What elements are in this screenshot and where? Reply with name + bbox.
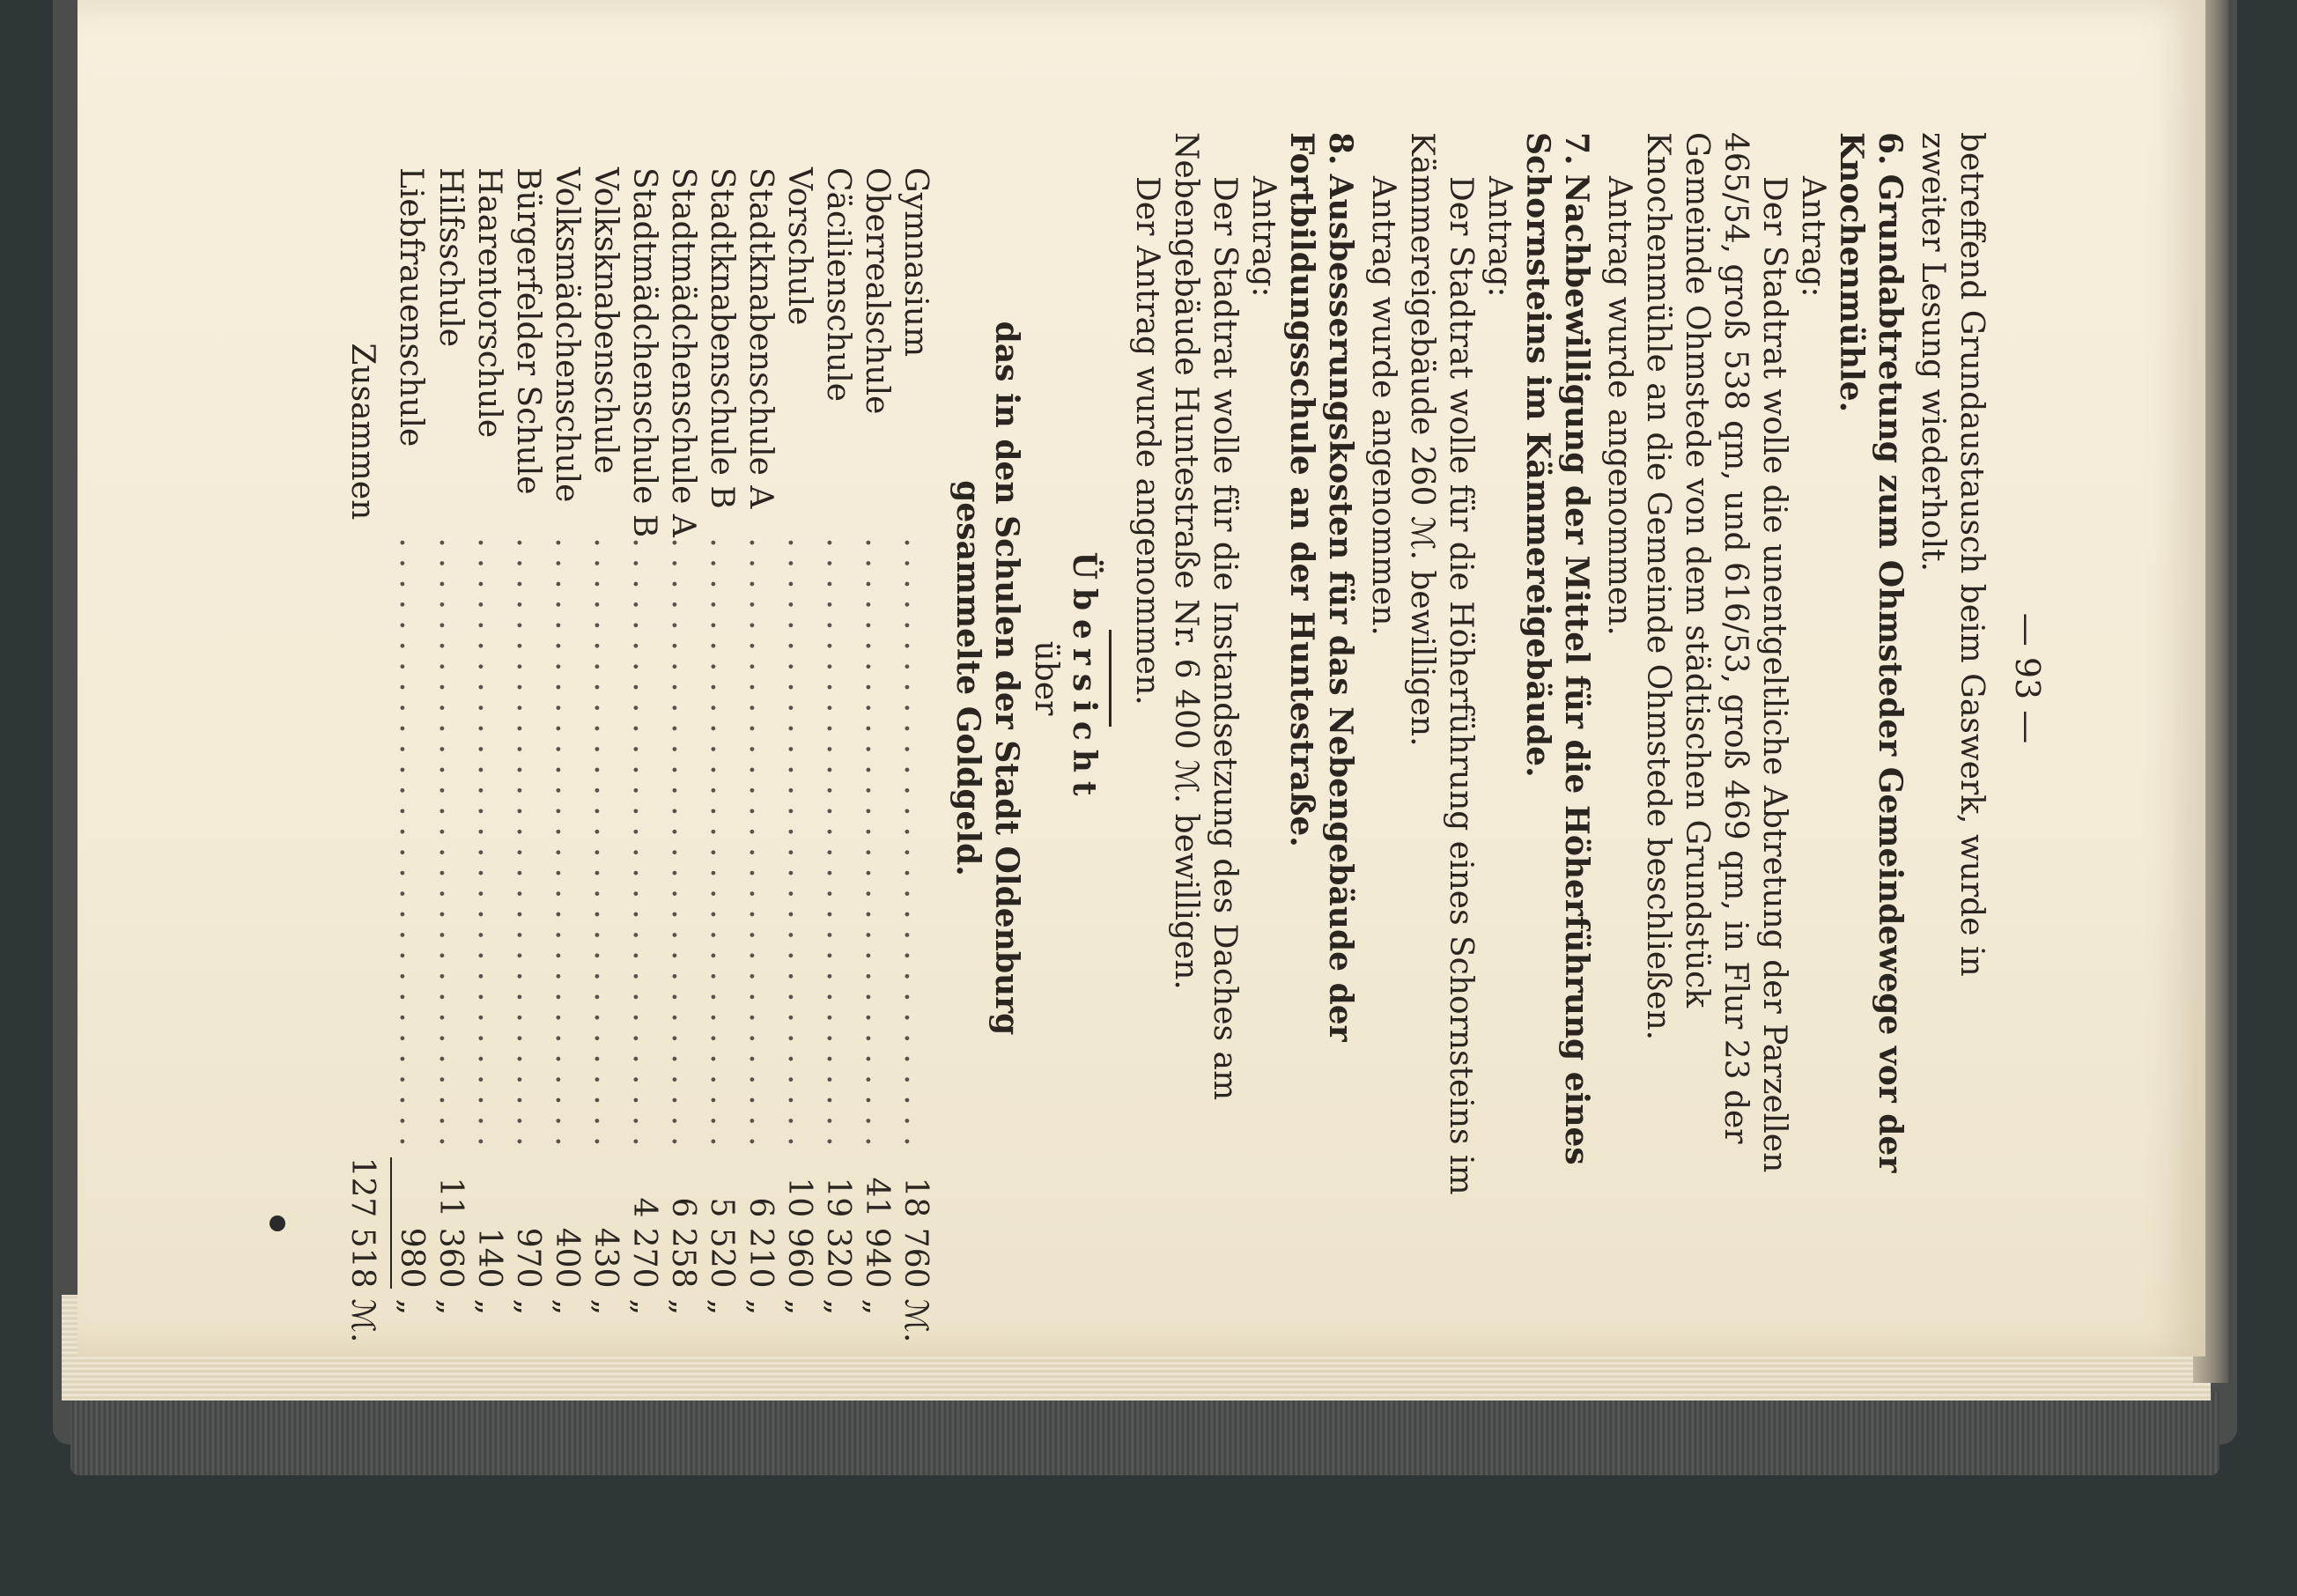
book-page <box>78 0 2205 1356</box>
intro-line: zweiter Lesung wiederholt. <box>1915 132 1951 573</box>
antrag-result: Antrag wurde angenommen. <box>1601 176 1637 636</box>
amount-value: 400 <box>549 1227 585 1289</box>
table-row <box>741 167 779 1342</box>
table-row <box>702 167 741 1342</box>
antrag-result: Der Antrag wurde angenommen. <box>1129 176 1165 706</box>
amount-unit: ℳ. <box>897 1298 934 1343</box>
amount-value: 6 210 <box>742 1197 779 1289</box>
table-row <box>469 167 508 1342</box>
item-title: Ausbesserungskosten für das Nebengebäude der Fortbildungsschule an der Huntestraße. <box>1283 132 1359 1042</box>
amount-value: 5 520 <box>704 1197 740 1289</box>
amount-unit: „ <box>859 1298 895 1316</box>
amount-unit: „ <box>432 1298 469 1316</box>
overview-subheading: das in den Schulen der Stadt Oldenburg <box>988 321 1025 1036</box>
leader-dots: .............................. <box>471 537 507 1157</box>
school-name: Stadtknabenschule A <box>742 167 779 509</box>
amount-unit: „ <box>820 1298 856 1316</box>
amount-unit: „ <box>704 1298 740 1316</box>
page-text <box>343 132 2047 1343</box>
amount-value: 6 258 <box>665 1197 701 1289</box>
rotated-page-content <box>78 0 2205 1356</box>
item-title: Nachbewilligung der Mittel für die Höherführung eines Schornsteins im Kämmereigebäude. <box>1519 132 1595 1165</box>
amount-unit: „ <box>742 1298 779 1316</box>
school-name: Haarentorschule <box>471 167 507 439</box>
section-divider <box>1109 630 1112 727</box>
table-row <box>508 167 547 1342</box>
leader-dots: .............................. <box>859 537 895 1157</box>
antrag-text: Der Stadtrat wolle für die Höherführung eines Schornsteins im Kämmereigebäude 260 ℳ. bewilligen. <box>1404 132 1479 1195</box>
table-row <box>391 167 431 1342</box>
table-row <box>779 167 818 1342</box>
leader-dots: .............................. <box>432 537 469 1157</box>
amount-unit: „ <box>471 1298 507 1316</box>
gold-collection-table <box>343 167 934 1342</box>
item-number: 6. <box>1872 132 1909 166</box>
item-number: 8. <box>1322 132 1359 166</box>
leader-dots: .............................. <box>665 537 701 1157</box>
school-name: Volksknabenschule <box>587 167 624 474</box>
antrag-text: Der Stadtrat wolle die unentgeltliche Abtretung der Parzellen 465/54, groß 538 qm, und 616/53, groß 469 qm, in Flur 23 der Gemeinde Ohmstede von dem städtischen Grundstück Knochenmühle an die Gemeinde Ohmstede beschließen. <box>1640 132 1792 1173</box>
leader-dots: .............................. <box>393 537 430 1157</box>
amount-value: 19 320 <box>820 1177 856 1289</box>
antrag-label: Antrag: <box>1245 176 1281 298</box>
amount-value: 140 <box>471 1227 507 1289</box>
school-name: Stadtmädchenschule B <box>626 167 662 538</box>
agenda-item-8 <box>1127 132 1360 1224</box>
amount-value: 4 270 <box>626 1197 662 1289</box>
table-row <box>818 167 857 1342</box>
amount-value: 11 360 <box>432 1177 469 1289</box>
table-row <box>663 167 702 1342</box>
school-name: Bürgerfelder Schule <box>510 167 546 495</box>
leader-dots: .............................. <box>742 537 779 1157</box>
total-row <box>343 167 391 1342</box>
amount-value: 18 760 <box>897 1177 934 1289</box>
school-name: Hilfsschule <box>432 167 469 348</box>
school-name: Stadtknabenschule B <box>704 167 740 509</box>
leader-dots: .............................. <box>781 537 817 1157</box>
overview-subheading: gesammelte Goldgeld. <box>949 480 986 876</box>
amount-value: 980 <box>394 1227 430 1289</box>
table-row <box>586 167 624 1342</box>
school-name: Cäcilienschule <box>820 167 856 403</box>
leader-dots: .............................. <box>820 537 856 1157</box>
amount-unit: „ <box>781 1298 817 1316</box>
antrag-text: Der Stadtrat wolle für die Instandsetzung des Daches am Nebengebäude Huntestraße Nr. 6 400 ℳ. bewilligen. <box>1168 132 1243 1101</box>
table-row <box>547 167 586 1342</box>
antrag-label: Antrag: <box>1481 176 1518 298</box>
school-name: Volksmädchenschule <box>549 167 585 503</box>
intro-line: betreffend Grundaustausch beim Gaswerk, wurde in <box>1954 132 1990 977</box>
antrag-result: Antrag wurde angenommen. <box>1365 176 1401 636</box>
leader-dots: .............................. <box>897 537 934 1157</box>
leader-dots: .............................. <box>549 537 585 1157</box>
amount-value: 10 960 <box>781 1177 817 1289</box>
leader-dots: .............................. <box>704 537 740 1157</box>
book-cover-edge <box>70 1392 2219 1475</box>
amount-unit: „ <box>626 1298 662 1316</box>
amount-unit: „ <box>665 1298 701 1316</box>
leader-dots: .............................. <box>510 537 546 1157</box>
amount-value: 430 <box>587 1227 624 1289</box>
school-name: Gymnasium <box>897 167 934 358</box>
total-amount: 127 518 <box>343 1157 391 1289</box>
overview-subheading: über <box>1028 640 1064 716</box>
page-number: — 93 — <box>2008 612 2047 744</box>
item-title: Grundabtretung zum Ohmsteder Gemeindewege vor der Knochenmühle. <box>1833 132 1909 1173</box>
amount-value: 41 940 <box>859 1177 895 1289</box>
school-name: Vorschule <box>781 167 817 326</box>
overview-heading: Übersicht <box>1066 551 1103 805</box>
amount-unit: „ <box>587 1298 624 1316</box>
total-label: Zusammen <box>344 343 381 521</box>
leader-dots: .............................. <box>626 537 662 1157</box>
agenda-item-6 <box>1599 132 1909 1224</box>
ink-spot <box>270 1215 285 1231</box>
table-row <box>624 167 663 1342</box>
table-row <box>857 167 896 1342</box>
table-row <box>431 167 469 1342</box>
amount-unit: „ <box>393 1298 430 1316</box>
amount-unit: „ <box>549 1298 585 1316</box>
school-name: Oberrealschule <box>859 167 895 415</box>
total-unit: ℳ. <box>344 1298 381 1343</box>
antrag-label: Antrag: <box>1795 176 1831 298</box>
leader-dots: .............................. <box>587 537 624 1157</box>
table-row <box>896 167 934 1342</box>
item-number: 7. <box>1558 132 1595 166</box>
school-name: Stadtmädchenschule A <box>665 167 701 537</box>
amount-unit: „ <box>510 1298 546 1316</box>
amount-value: 970 <box>510 1227 546 1289</box>
agenda-item-7 <box>1363 132 1596 1224</box>
school-name: Liebfrauenschule <box>393 167 430 447</box>
